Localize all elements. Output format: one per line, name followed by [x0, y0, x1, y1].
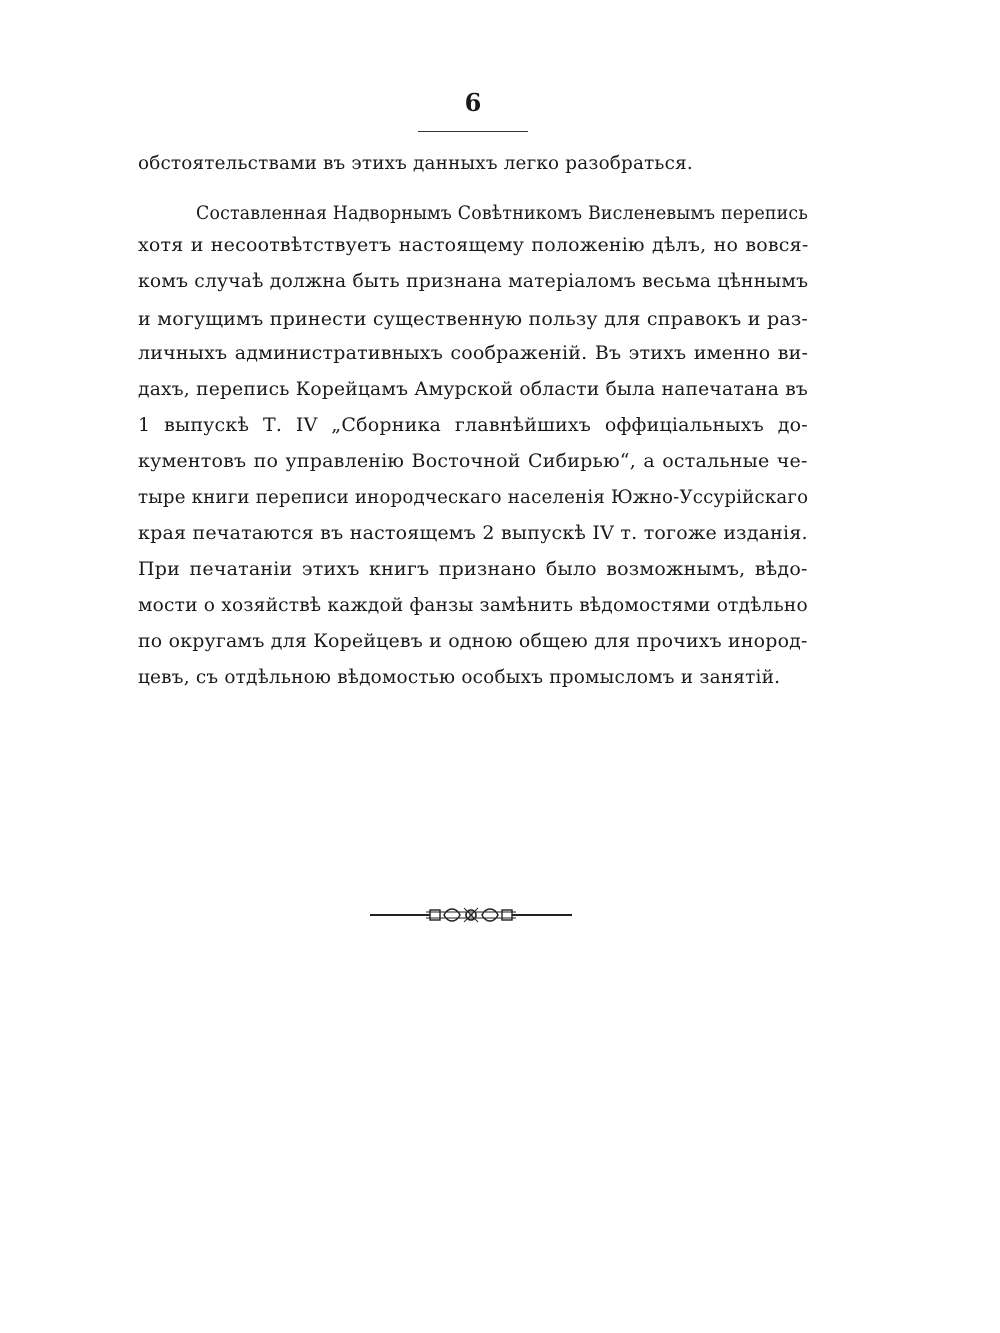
text-line: личныхъ административныхъ соображеній. Въ этихъ именно ви-: [138, 342, 809, 364]
text-line: Составленная Надворнымъ Совѣтникомъ Висленевымъ перепись: [196, 202, 808, 224]
text-line: дахъ, перепись Корейцамъ Амурской области была напечатана въ: [138, 378, 808, 400]
ornament-divider: [368, 902, 574, 928]
text-line: обстоятельствами въ этихъ данныхъ легко разобраться.: [138, 152, 693, 174]
text-line: мости о хозяйствѣ каждой фанзы замѣнить вѣдомостями отдѣльно: [138, 594, 808, 616]
text-line: При печатаніи этихъ книгъ признано было возможнымъ, вѣдо-: [138, 558, 808, 580]
page-number: 6: [464, 88, 482, 117]
text-line: хотя и несоотвѣтствуетъ настоящему положенію дѣлъ, но вовся-: [138, 234, 809, 256]
text-line: цевъ, съ отдѣльною вѣдомостью особыхъ промысломъ и занятій.: [138, 666, 781, 688]
text-line: по округамъ для Корейцевъ и одною общею для прочихъ инород-: [138, 630, 808, 652]
header-rule: [418, 131, 528, 132]
text-line: комъ случаѣ должна быть признана матеріаломъ весьма цѣннымъ: [138, 270, 809, 292]
text-line: кументовъ по управленію Восточной Сибирью“, а остальные че-: [138, 450, 808, 472]
text-line: и могущимъ принести существенную пользу для справокъ и раз-: [138, 308, 809, 330]
text-line: 1 выпускѣ Т. IV „Сборника главнѣйшихъ оффиціальныхъ до-: [138, 414, 808, 436]
text-line: края печатаются въ настоящемъ 2 выпускѣ IV т. тогоже изданія.: [138, 522, 808, 544]
text-line: тыре книги переписи инородческаго населенія Южно-Уссурійскаго: [138, 486, 809, 508]
